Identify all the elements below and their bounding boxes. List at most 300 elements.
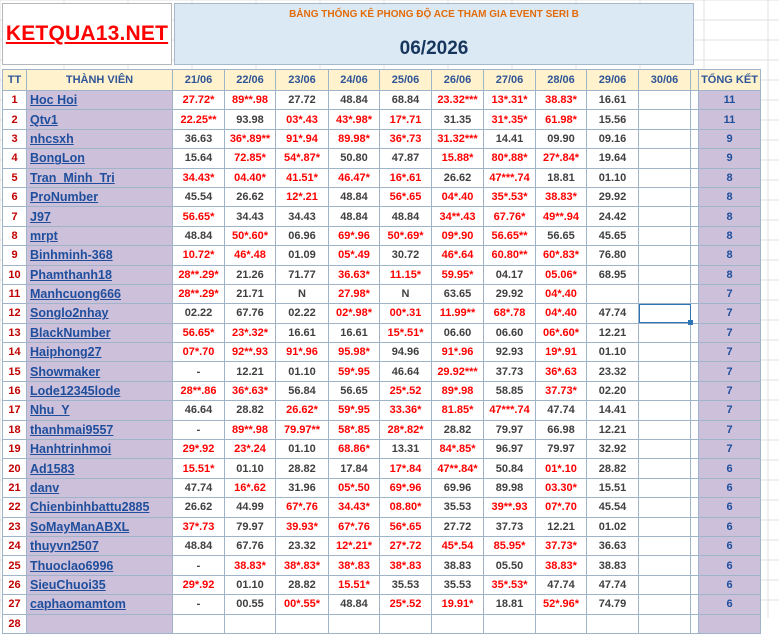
result-cell[interactable]: 48.84 (173, 536, 225, 555)
result-cell[interactable]: N (276, 284, 329, 303)
result-cell[interactable]: 29*.92 (173, 440, 225, 459)
result-cell[interactable]: 69*.96 (380, 478, 432, 497)
table-row[interactable] (3, 187, 761, 206)
result-cell[interactable]: 48.84 (329, 595, 380, 614)
total-cell[interactable]: 9 (699, 129, 761, 148)
result-cell[interactable]: 12.21 (536, 517, 587, 536)
result-cell[interactable]: 50*.60* (225, 226, 276, 245)
result-cell[interactable]: 28**.29* (173, 284, 225, 303)
member-cell[interactable] (27, 381, 173, 400)
result-cell[interactable]: 37.73* (536, 381, 587, 400)
result-cell[interactable]: 89.98* (329, 129, 380, 148)
result-cell[interactable]: 34.43* (173, 168, 225, 187)
total-cell[interactable] (699, 614, 761, 633)
col-header-day[interactable]: 26/06 (432, 70, 484, 91)
result-cell[interactable]: 46.64 (380, 362, 432, 381)
row-number[interactable]: 27 (3, 595, 27, 614)
member-cell[interactable] (27, 362, 173, 381)
result-cell[interactable]: 31.32*** (432, 129, 484, 148)
result-cell[interactable]: 21.26 (225, 265, 276, 284)
result-cell[interactable]: 15.51 (587, 478, 639, 497)
result-cell[interactable]: 50.80 (329, 149, 380, 168)
member-cell[interactable] (27, 536, 173, 555)
row-number[interactable]: 13 (3, 323, 27, 342)
result-cell[interactable]: 05.06* (536, 265, 587, 284)
result-cell[interactable]: 56.84 (276, 381, 329, 400)
result-cell[interactable]: 89**.98 (225, 420, 276, 439)
member-name-link[interactable]: Phamthanh18 (30, 267, 112, 282)
result-cell[interactable]: 52*.96* (536, 595, 587, 614)
result-cell[interactable]: 38.83* (225, 556, 276, 575)
result-cell[interactable] (639, 284, 691, 303)
result-cell[interactable]: 22.25** (173, 110, 225, 129)
result-cell[interactable]: 24.42 (587, 207, 639, 226)
result-cell[interactable]: 28**.29* (173, 265, 225, 284)
result-cell[interactable]: 48.84 (173, 226, 225, 245)
table-row[interactable] (3, 129, 761, 148)
result-cell[interactable]: 16*.61 (380, 168, 432, 187)
member-name-link[interactable]: Binhminh-368 (30, 248, 113, 263)
table-row[interactable] (3, 284, 761, 303)
member-cell[interactable] (27, 91, 173, 110)
result-cell[interactable]: 14.41 (484, 129, 536, 148)
row-number[interactable]: 18 (3, 420, 27, 439)
row-number[interactable]: 25 (3, 556, 27, 575)
result-cell[interactable]: 36*.63* (225, 381, 276, 400)
result-cell[interactable]: 01.10 (276, 362, 329, 381)
result-cell[interactable] (587, 284, 639, 303)
result-cell[interactable] (639, 536, 691, 555)
result-cell[interactable] (639, 110, 691, 129)
result-cell[interactable]: 38.83* (536, 556, 587, 575)
result-cell[interactable] (432, 614, 484, 633)
member-name-link[interactable]: Tran_Minh_Tri (30, 170, 115, 185)
table-row[interactable] (3, 401, 761, 420)
table-row[interactable] (3, 556, 761, 575)
table-row[interactable] (3, 440, 761, 459)
result-cell[interactable]: 03*.43 (276, 110, 329, 129)
result-cell[interactable]: 01.10 (225, 459, 276, 478)
result-cell[interactable]: 56.65* (173, 323, 225, 342)
result-cell[interactable] (536, 614, 587, 633)
result-cell[interactable]: 15.51* (173, 459, 225, 478)
total-cell[interactable]: 7 (699, 284, 761, 303)
result-cell[interactable]: 04*.40 (432, 187, 484, 206)
result-cell[interactable]: 69.96 (432, 478, 484, 497)
result-cell[interactable] (639, 91, 691, 110)
table-row[interactable] (3, 323, 761, 342)
total-cell[interactable]: 8 (699, 168, 761, 187)
member-cell[interactable] (27, 556, 173, 575)
result-cell[interactable]: 47***.74 (484, 401, 536, 420)
result-cell[interactable]: 06.96 (276, 226, 329, 245)
result-cell[interactable]: 05.50 (484, 556, 536, 575)
member-cell[interactable] (27, 187, 173, 206)
result-cell[interactable]: 46.47* (329, 168, 380, 187)
result-cell[interactable]: 68.86* (329, 440, 380, 459)
result-cell[interactable]: 11.15* (380, 265, 432, 284)
result-cell[interactable]: 45.54 (173, 187, 225, 206)
result-cell[interactable]: 44.99 (225, 498, 276, 517)
result-cell[interactable]: 15.56 (587, 110, 639, 129)
result-cell[interactable]: 56*.65 (380, 187, 432, 206)
result-cell[interactable]: 00*.55* (276, 595, 329, 614)
member-cell[interactable] (27, 207, 173, 226)
result-cell[interactable] (639, 459, 691, 478)
result-cell[interactable]: 05*.49 (329, 246, 380, 265)
col-header-day[interactable]: 30/06 (639, 70, 691, 91)
row-number[interactable]: 3 (3, 129, 27, 148)
result-cell[interactable]: 46.64 (173, 401, 225, 420)
result-cell[interactable]: 91*.94 (276, 129, 329, 148)
result-cell[interactable]: - (173, 595, 225, 614)
result-cell[interactable] (639, 478, 691, 497)
result-cell[interactable]: 36.63 (173, 129, 225, 148)
result-cell[interactable]: 35*.53* (484, 187, 536, 206)
result-cell[interactable]: 29.92 (484, 284, 536, 303)
result-cell[interactable]: 02*.98* (329, 304, 380, 323)
result-cell[interactable]: 36.63 (587, 536, 639, 555)
result-cell[interactable]: 61.98* (536, 110, 587, 129)
result-cell[interactable]: 25*.52 (380, 595, 432, 614)
result-cell[interactable]: 01*.10 (536, 459, 587, 478)
member-name-link[interactable]: caphaomamtom (30, 597, 126, 612)
result-cell[interactable]: 07*.70 (536, 498, 587, 517)
result-cell[interactable]: 15*.51* (380, 323, 432, 342)
result-cell[interactable]: 37.73* (536, 536, 587, 555)
member-name-link[interactable]: BongLon (30, 151, 85, 166)
result-cell[interactable]: 12*.21* (329, 536, 380, 555)
result-cell[interactable]: 36*.89** (225, 129, 276, 148)
result-cell[interactable]: 46*.48 (225, 246, 276, 265)
result-cell[interactable] (639, 323, 691, 342)
result-cell[interactable]: 38*.83 (329, 556, 380, 575)
result-cell[interactable]: 28*.82* (380, 420, 432, 439)
member-name-link[interactable]: BlackNumber (30, 325, 111, 340)
result-cell[interactable]: 47**.84* (432, 459, 484, 478)
result-cell[interactable]: 59*.95 (329, 362, 380, 381)
member-cell[interactable] (27, 420, 173, 439)
result-cell[interactable]: 35.53 (380, 575, 432, 594)
result-cell[interactable]: 04.17 (484, 265, 536, 284)
result-cell[interactable]: 11.99** (432, 304, 484, 323)
col-header-total[interactable]: TỔNG KẾT (699, 70, 761, 91)
result-cell[interactable]: 47.74 (536, 575, 587, 594)
member-cell[interactable] (27, 478, 173, 497)
result-cell[interactable]: 16.61 (329, 323, 380, 342)
result-cell[interactable]: 48.84 (329, 91, 380, 110)
result-cell[interactable]: 38.83 (587, 556, 639, 575)
result-cell[interactable]: 39**.93 (484, 498, 536, 517)
result-cell[interactable] (639, 575, 691, 594)
total-cell[interactable]: 8 (699, 265, 761, 284)
result-cell[interactable]: 28.82 (225, 401, 276, 420)
result-cell[interactable]: 39.93* (276, 517, 329, 536)
member-name-link[interactable]: Qtv1 (30, 112, 58, 127)
result-cell[interactable]: 26.62 (173, 498, 225, 517)
result-cell[interactable]: 28.82 (432, 420, 484, 439)
row-number[interactable]: 26 (3, 575, 27, 594)
member-cell[interactable] (27, 595, 173, 614)
total-cell[interactable]: 7 (699, 323, 761, 342)
result-cell[interactable]: 34**.43 (432, 207, 484, 226)
result-cell[interactable]: 59*.95 (329, 401, 380, 420)
member-name-link[interactable]: danv (30, 481, 60, 495)
col-header-tt[interactable]: TT (3, 70, 27, 91)
total-cell[interactable]: 7 (699, 401, 761, 420)
member-name-link[interactable]: Hanhtrinhmoi (30, 442, 112, 457)
row-number[interactable]: 23 (3, 517, 27, 536)
result-cell[interactable]: 16.61 (587, 91, 639, 110)
result-cell[interactable]: 27*.72 (380, 536, 432, 555)
result-cell[interactable]: 38.83* (536, 91, 587, 110)
table-row[interactable] (3, 265, 761, 284)
result-cell[interactable]: 27*.84* (536, 149, 587, 168)
result-cell[interactable]: 23.32*** (432, 91, 484, 110)
result-cell[interactable]: 79.97** (276, 420, 329, 439)
result-cell[interactable] (639, 381, 691, 400)
result-cell[interactable]: 15.51* (329, 575, 380, 594)
result-cell[interactable]: 72.85* (225, 149, 276, 168)
result-cell[interactable]: 94.96 (380, 343, 432, 362)
member-cell[interactable] (27, 440, 173, 459)
result-cell[interactable]: 41.51* (276, 168, 329, 187)
result-cell[interactable]: 19.64 (587, 149, 639, 168)
total-cell[interactable]: 6 (699, 459, 761, 478)
result-cell[interactable]: 01.09 (276, 246, 329, 265)
row-number[interactable]: 5 (3, 168, 27, 187)
total-cell[interactable]: 6 (699, 556, 761, 575)
result-cell[interactable] (639, 304, 691, 323)
result-cell[interactable] (639, 440, 691, 459)
result-cell[interactable]: 38*.83 (380, 556, 432, 575)
result-cell[interactable]: 67.76* (484, 207, 536, 226)
member-name-link[interactable]: Haiphong27 (30, 345, 102, 360)
result-cell[interactable]: 35.53 (432, 498, 484, 517)
row-number[interactable]: 19 (3, 440, 27, 459)
member-cell[interactable] (27, 575, 173, 594)
result-cell[interactable]: 59.95* (432, 265, 484, 284)
result-cell[interactable]: 58*.85 (329, 420, 380, 439)
result-cell[interactable] (276, 614, 329, 633)
member-cell[interactable] (27, 246, 173, 265)
col-header-day[interactable]: 22/06 (225, 70, 276, 91)
result-cell[interactable]: 47.87 (380, 149, 432, 168)
result-cell[interactable]: 31.96 (276, 478, 329, 497)
result-cell[interactable]: 74.79 (587, 595, 639, 614)
result-cell[interactable]: 67*.76 (276, 498, 329, 517)
result-cell[interactable] (329, 614, 380, 633)
result-cell[interactable]: 63.65 (432, 284, 484, 303)
result-cell[interactable]: 79.97 (536, 440, 587, 459)
result-cell[interactable] (173, 614, 225, 633)
result-cell[interactable]: - (173, 420, 225, 439)
table-row[interactable] (3, 614, 761, 633)
result-cell[interactable]: 68*.78 (484, 304, 536, 323)
table-row[interactable] (3, 517, 761, 536)
member-name-link[interactable]: Chienbinhbattu2885 (30, 500, 150, 515)
member-cell[interactable] (27, 284, 173, 303)
member-name-link[interactable]: thuyvn2507 (30, 539, 99, 554)
result-cell[interactable] (639, 517, 691, 536)
table-row[interactable] (3, 362, 761, 381)
result-cell[interactable]: 47.74 (587, 575, 639, 594)
col-header-day[interactable]: 21/06 (173, 70, 225, 91)
result-cell[interactable]: 19*.91 (536, 343, 587, 362)
member-name-link[interactable]: Showmaker (30, 364, 101, 379)
table-row[interactable] (3, 168, 761, 187)
result-cell[interactable]: 69*.96 (329, 226, 380, 245)
result-cell[interactable]: 12.21 (225, 362, 276, 381)
table-row[interactable] (3, 91, 761, 110)
result-cell[interactable]: 09.16 (587, 129, 639, 148)
row-number[interactable]: 1 (3, 91, 27, 110)
total-cell[interactable]: 8 (699, 187, 761, 206)
member-name-link[interactable]: Thuoclao6996 (30, 558, 114, 573)
row-number[interactable]: 15 (3, 362, 27, 381)
result-cell[interactable]: 28.82 (276, 459, 329, 478)
row-number[interactable]: 8 (3, 226, 27, 245)
total-cell[interactable]: 6 (699, 498, 761, 517)
result-cell[interactable]: 43*.98* (329, 110, 380, 129)
result-cell[interactable]: 13.31 (380, 440, 432, 459)
total-cell[interactable]: 6 (699, 575, 761, 594)
col-header-day[interactable]: 24/06 (329, 70, 380, 91)
result-cell[interactable] (639, 129, 691, 148)
result-cell[interactable]: 89*.98 (432, 381, 484, 400)
row-number[interactable]: 21 (3, 478, 27, 497)
row-number[interactable]: 7 (3, 207, 27, 226)
result-cell[interactable]: 17.84 (329, 459, 380, 478)
result-cell[interactable]: 76.80 (587, 246, 639, 265)
member-cell[interactable] (27, 265, 173, 284)
result-cell[interactable]: 06.60 (432, 323, 484, 342)
result-cell[interactable]: - (173, 362, 225, 381)
result-cell[interactable]: 56*.65 (380, 517, 432, 536)
table-row[interactable] (3, 381, 761, 400)
result-cell[interactable]: 04*.40 (536, 284, 587, 303)
total-cell[interactable]: 9 (699, 149, 761, 168)
result-cell[interactable] (639, 246, 691, 265)
result-cell[interactable]: 04*.40 (536, 304, 587, 323)
member-cell[interactable] (27, 401, 173, 420)
result-cell[interactable] (639, 226, 691, 245)
row-number[interactable]: 22 (3, 498, 27, 517)
result-cell[interactable]: 45.54 (587, 498, 639, 517)
result-cell[interactable]: 08.80* (380, 498, 432, 517)
result-cell[interactable]: 79.97 (225, 517, 276, 536)
result-cell[interactable]: 23.32 (587, 362, 639, 381)
member-cell[interactable] (27, 304, 173, 323)
total-cell[interactable]: 7 (699, 381, 761, 400)
result-cell[interactable] (639, 168, 691, 187)
result-cell[interactable]: 29.92 (587, 187, 639, 206)
result-cell[interactable]: 29*.92 (173, 575, 225, 594)
result-cell[interactable]: 56.65 (536, 226, 587, 245)
row-number[interactable]: 24 (3, 536, 27, 555)
total-cell[interactable]: 8 (699, 207, 761, 226)
result-cell[interactable]: 34.43 (225, 207, 276, 226)
result-cell[interactable]: 27.72 (276, 91, 329, 110)
result-cell[interactable]: 16*.62 (225, 478, 276, 497)
table-row[interactable] (3, 498, 761, 517)
result-cell[interactable]: 48.84 (329, 207, 380, 226)
result-cell[interactable]: 56.65** (484, 226, 536, 245)
result-cell[interactable]: 92**.93 (225, 343, 276, 362)
result-cell[interactable]: 67.76 (225, 304, 276, 323)
result-cell[interactable] (639, 420, 691, 439)
member-cell[interactable] (27, 517, 173, 536)
total-cell[interactable]: 8 (699, 226, 761, 245)
result-cell[interactable]: 27.98* (329, 284, 380, 303)
member-name-link[interactable]: ProNumber (30, 190, 99, 205)
total-cell[interactable]: 11 (699, 91, 761, 110)
result-cell[interactable]: 45.65 (587, 226, 639, 245)
result-cell[interactable]: 27.72* (173, 91, 225, 110)
result-cell[interactable]: 01.10 (276, 440, 329, 459)
result-cell[interactable]: 60.80** (484, 246, 536, 265)
result-cell[interactable]: 00.55 (225, 595, 276, 614)
result-cell[interactable]: 33.36* (380, 401, 432, 420)
total-cell[interactable]: 7 (699, 420, 761, 439)
result-cell[interactable]: 23.32 (276, 536, 329, 555)
table-row[interactable] (3, 110, 761, 129)
member-name-link[interactable]: J97 (30, 209, 51, 224)
result-cell[interactable]: 36*.63 (536, 362, 587, 381)
result-cell[interactable]: 13*.31* (484, 91, 536, 110)
result-cell[interactable]: 84*.85* (432, 440, 484, 459)
result-cell[interactable]: 46*.64 (432, 246, 484, 265)
result-cell[interactable]: 31.35 (432, 110, 484, 129)
result-cell[interactable]: 15.88* (432, 149, 484, 168)
result-cell[interactable]: 67.76 (225, 536, 276, 555)
table-row[interactable] (3, 420, 761, 439)
total-cell[interactable]: 8 (699, 246, 761, 265)
table-row[interactable] (3, 304, 761, 323)
member-name-link[interactable]: Ad1583 (30, 461, 75, 476)
result-cell[interactable]: 02.22 (276, 304, 329, 323)
table-row[interactable] (3, 207, 761, 226)
row-number[interactable]: 14 (3, 343, 27, 362)
result-cell[interactable] (639, 343, 691, 362)
total-cell[interactable]: 7 (699, 343, 761, 362)
result-cell[interactable]: 47.74 (587, 304, 639, 323)
result-cell[interactable] (639, 614, 691, 633)
row-number[interactable]: 11 (3, 284, 27, 303)
result-cell[interactable]: 80*.88* (484, 149, 536, 168)
result-cell[interactable]: 12.21 (587, 323, 639, 342)
result-cell[interactable]: 47.74 (173, 478, 225, 497)
result-cell[interactable] (587, 614, 639, 633)
result-cell[interactable]: 21.71 (225, 284, 276, 303)
table-row[interactable] (3, 226, 761, 245)
member-cell[interactable] (27, 498, 173, 517)
result-cell[interactable]: 38.83 (432, 556, 484, 575)
result-cell[interactable]: 09*.90 (432, 226, 484, 245)
result-cell[interactable]: 68.84 (380, 91, 432, 110)
member-name-link[interactable]: Nhu_Y (30, 403, 70, 418)
member-cell[interactable] (27, 343, 173, 362)
col-header-day[interactable]: 28/06 (536, 70, 587, 91)
result-cell[interactable]: 36.63* (329, 265, 380, 284)
result-cell[interactable]: 34.43* (329, 498, 380, 517)
result-cell[interactable]: 79.97 (484, 420, 536, 439)
result-cell[interactable] (639, 207, 691, 226)
result-cell[interactable] (639, 265, 691, 284)
row-number[interactable]: 4 (3, 149, 27, 168)
result-cell[interactable]: 35.53 (432, 575, 484, 594)
member-name-link[interactable]: Lode12345lode (30, 384, 121, 399)
